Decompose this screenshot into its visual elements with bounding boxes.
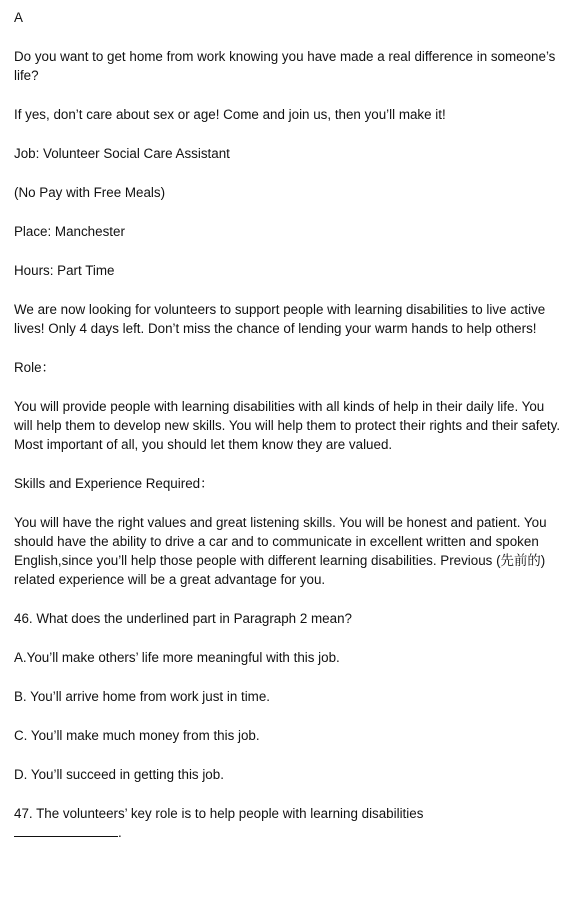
skills-paragraph: You will have the right values and great listening skills. You will be honest and patient. You should have the ability to drive a car and to communicate in excellent written and spoken English,since you’ll help those people with different learning disabilities. Previous (先前的) related experience will be a great advantage for you. [14, 515, 547, 587]
q47-end-mark: . [118, 825, 122, 840]
q46-option-d: D. You’ll succeed in getting this job. [14, 767, 224, 782]
q46-option-b: B. You’ll arrive home from work just in time. [14, 689, 271, 704]
answer-blank [14, 826, 118, 837]
intro-question: Do you want to get home from work knowing you have made a real difference in someone’s life? [14, 49, 556, 83]
summary-paragraph: We are now looking for volunteers to support people with learning disabilities to live active lives! Only 4 days left. Don’t miss the chance of lending your warm hands to help others! [14, 302, 546, 336]
section-label: A [14, 10, 23, 25]
role-paragraph: You will provide people with learning disabilities with all kinds of help in their daily life. You will help them to develop new skills. You will help them to protect their rights and their safety. Most important of all, you should let them know they are valued. [14, 399, 561, 452]
q47-answer-line [14, 823, 565, 842]
skills-heading: Skills and Experience Required： [14, 476, 214, 491]
role-heading: Role： [14, 360, 55, 375]
pay-info: (No Pay with Free Meals) [14, 185, 166, 200]
hours-info: Hours: Part Time [14, 263, 115, 278]
intro-answer: If yes, don’t care about sex or age! Come and join us, then you’ll make it! [14, 107, 446, 122]
job-title: Job: Volunteer Social Care Assistant [14, 146, 230, 161]
q47-text: 47. The volunteers’ key role is to help people with learning disabilities [14, 806, 424, 821]
place-info: Place: Manchester [14, 224, 125, 239]
question-47 [14, 804, 565, 842]
q46-option-a: A.You’ll make others’ life more meaningful with this job. [14, 650, 340, 665]
question-46: 46. What does the underlined part in Paragraph 2 mean? [14, 611, 352, 626]
q46-option-c: C. You’ll make much money from this job. [14, 728, 260, 743]
